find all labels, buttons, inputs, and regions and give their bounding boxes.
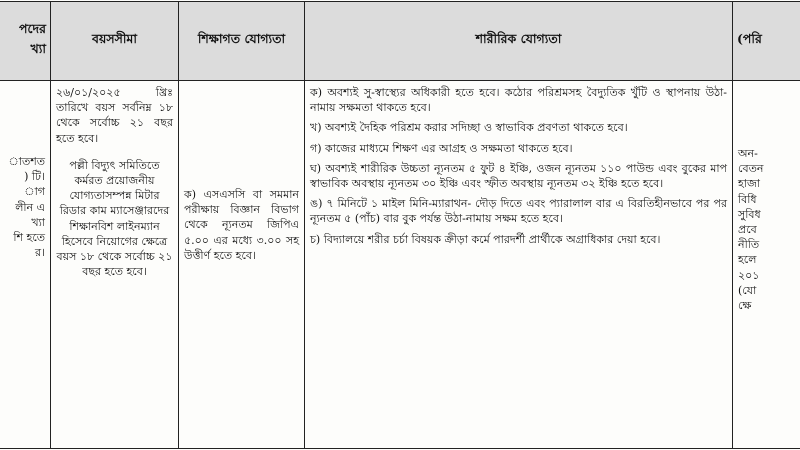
post-count-line: খ্যা bbox=[31, 215, 45, 229]
salary-line: বিধি bbox=[738, 192, 757, 206]
header-salary: (পরি bbox=[733, 2, 800, 81]
post-count-line: ) টি। bbox=[24, 170, 45, 184]
header-education: শিক্ষাগত যোগ্যতা bbox=[179, 2, 305, 81]
physical-item-cha: চ) বিদ্যালয়ে শরীর চর্চা বিষয়ক ক্রীড়া কর্মে পারদর্শী প্রার্থীকে অগ্রাধিকার দেয়া হবে। bbox=[310, 232, 661, 246]
physical-cell bbox=[305, 81, 733, 449]
salary-line: হলে bbox=[738, 253, 757, 267]
age-limit-general: ২৬/০১/২০২৫ খ্রিঃ তারিখে বয়স সর্বনিম্ন ১৮ থেকে সর্বোচ্চ ২১ বছর হতে হবে। bbox=[56, 86, 173, 145]
physical-item-ga: গ) কাজের মাধ্যমে শিক্ষণ এর আগ্রহ ও সক্ষমতা থাকতে হবে। bbox=[310, 141, 573, 155]
salary-line: প্রবে bbox=[738, 223, 757, 237]
post-count-line: লীন এ bbox=[15, 200, 45, 214]
header-row bbox=[0, 2, 800, 81]
physical-item-uma: ঙ) ৭ মিনিটে ১ মাইল মিনি-ম্যারাথন- দৌড় দিতে এবং প্যারালাল বার এ বিরতিহীনভাবে পর পর ন্যূনতম ৫ (পাঁচ) বার বুক পর্যন্ত উঠা-নামায় সক্ষম হতে হবে। bbox=[310, 197, 727, 226]
header-post-count-line2: খ্যা bbox=[30, 41, 46, 56]
post-count-cell bbox=[0, 81, 51, 449]
age-limit-meter-reader: পল্লী বিদ্যুৎ সমিতিতে কর্মরত প্রয়োজনীয় যোগ্যতাসম্পন্ন মিটার রিডার কাম ম্যাসেঞ্জারদের শিক্ষানবিশ লাইনম্যান হিসেবে নিয়োগের ক্ষেত্রে বয়স ১৮ থেকে সর্বোচ্চ ২১ বছর হতে হবে। bbox=[56, 158, 173, 279]
salary-line: সুবিধ bbox=[738, 207, 761, 221]
post-count-line: াতশত bbox=[8, 155, 45, 168]
salary-line: হাজা bbox=[738, 177, 761, 191]
age-limit-cell bbox=[51, 81, 179, 449]
post-count-line: াগ bbox=[24, 185, 45, 199]
body-row bbox=[0, 81, 800, 449]
header-age-limit: বয়সসীমা bbox=[51, 2, 179, 81]
salary-line: ক্ষে bbox=[738, 299, 752, 313]
recruitment-table bbox=[0, 1, 800, 449]
physical-item-ka: ক) অবশ্যই সু-স্বাস্থ্যের অধিকারী হতে হবে। কঠোর পরিশ্রমসহ বৈদ্যুতিক খুঁটি ও স্থাপনায় উঠা-নামায় সক্ষমতা থাকতে হবে। bbox=[310, 86, 727, 115]
post-count-line: শি হতে bbox=[13, 231, 45, 245]
education-cell bbox=[179, 81, 305, 449]
salary-line: অন- bbox=[738, 147, 758, 160]
salary-line: ২০১ bbox=[738, 268, 760, 282]
header-post-count bbox=[0, 2, 51, 81]
salary-line: (যো bbox=[738, 283, 757, 297]
salary-cell bbox=[733, 81, 800, 449]
header-post-count-line1: পদের bbox=[19, 21, 46, 36]
salary-line: বেতন bbox=[738, 162, 764, 176]
physical-item-gha: ঘ) অবশ্যই শারীরিক উচ্চতা ন্যূনতম ৫ ফুট ৪ ইঞ্চি, ওজন ন্যূনতম ১১০ পাউন্ড এবং বুকের মাপ স্বাভাবিক অবস্থায় ন্যূনতম ৩০ ইঞ্চি এবং স্ফীত অবস্থায় ন্যূনতম ৩২ ইঞ্চি হতে হবে। bbox=[310, 161, 727, 191]
header-physical: শারীরিক যোগ্যতা bbox=[305, 2, 733, 81]
post-count-line: র। bbox=[35, 246, 45, 260]
salary-line: নীতি bbox=[738, 238, 760, 252]
physical-item-kha: খ) অবশ্যই দৈহিক পরিশ্রম করার সদিচ্ছা ও স্বাভাবিক প্রবণতা থাকতে হবে। bbox=[310, 121, 628, 135]
education-requirement: ক) এসএসসি বা সমমান পরীক্ষায় বিজ্ঞান বিভাগ থেকে ন্যূনতম জিপিএ ৫.০০ এর মধ্যে ৩.০০ সহ উত্তীর্ণ হতে হবে। bbox=[184, 188, 299, 262]
